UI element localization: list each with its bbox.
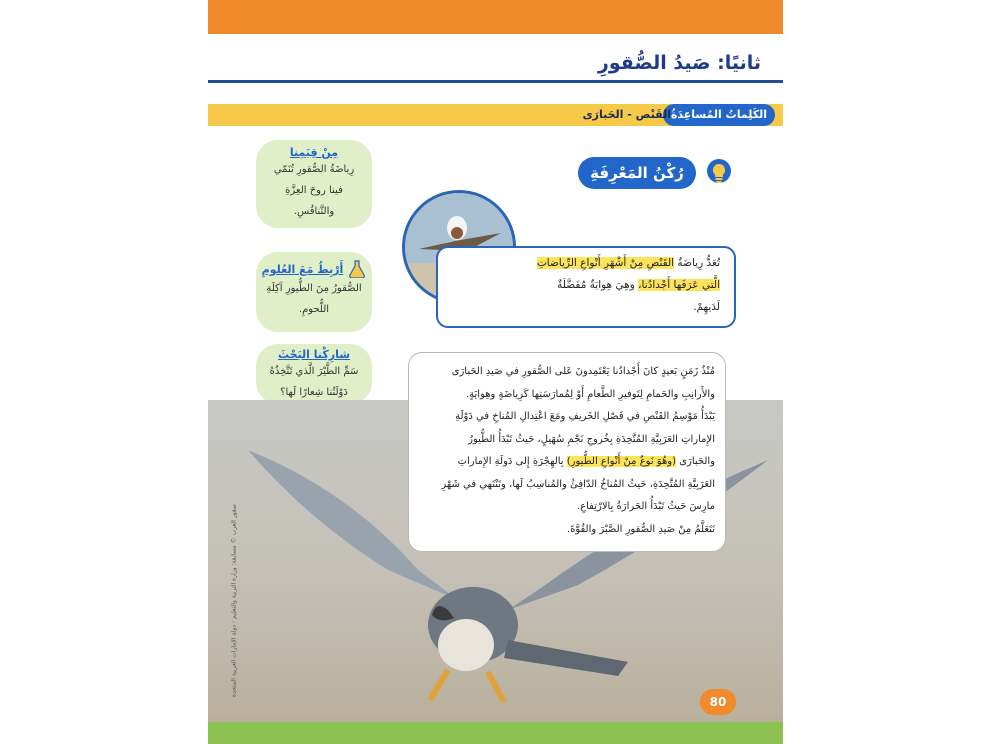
knowledge-corner-title: رُكْنُ المَعْرِفَةِ [578,157,696,189]
science-title: أَرْبِطُ مَعَ العُلومِ [261,263,344,276]
main-text-box [408,352,726,552]
main-text [415,361,715,541]
main-line-3: يَبْدَأُ مَوْسِمُ القَنْصِ في فَصْلِ الخَريفِ ومَعَ اعْتِدالِ المُناخِ في دَوْلَةِ [455,411,715,422]
page-number: 80 [700,689,736,715]
page-title: ثانيًا: صَيدُ الصُّقورِ [597,52,761,74]
values-title: مِنْ قِيَمِنا [289,146,339,159]
vocab-words: القَنْص - الحَبارَى [582,108,671,121]
research-text-2: دَوْلَتُنا شِعارًا لَها؟ [280,387,348,398]
main-line-5b: بِالهِجْرَةِ إِلى دَولَةِ الإِماراتِ [457,456,564,467]
values-text-3: والتَّنافُسِ. [293,206,335,217]
main-line-2: والأَرانِبِ والحَمامِ لِتَوفيرِ الطَّعامِ أَوْ لِمُمارَسَتِها كَرِياضَةٍ وهِوايَةٍ. [465,388,715,400]
intro-line3: لَدَيهِمْ. [693,301,720,313]
image-credit: صقور العرب © مسابقة: وزارة التربية والتعليم - دولة الإمارات العربية المتحدة [230,504,238,697]
main-line-5 [415,451,715,474]
intro-line2: وهِيَ هِوايَةٌ مُفَضَّلَةٌ [557,279,635,291]
flask-icon [348,260,366,278]
top-orange-band [208,0,783,34]
intro-highlight-1: القَنْصِ مِنْ أَشْهَرِ أَنْواعِ الرِّياضاتِ [536,257,675,269]
main-line-6: العَرَبِيَّةِ المُتَّحِدَةِ، حَيثُ المُناخُ الدّافِئُ والمُناسِبُ لَها، وتَنْتَهي في شَهْرِ [441,478,715,490]
main-line-5a: والحَبارَى [679,456,715,467]
textbook-page [208,0,783,744]
values-bubble [256,140,372,228]
values-text-1: رِياضَةُ الصُّقورِ تُنَمّي [273,164,355,175]
bottom-green-band [208,722,783,744]
main-line-7: مارِسَ حَيثُ تَبْدَأُ الحَرارَةُ بِالارْتِفاعِ. [576,501,715,512]
research-bubble [256,344,372,404]
values-text-2: فينا روحَ العِزَّةِ [285,185,343,196]
main-line-4: الإِماراتِ العَرَبِيَّةِ المُتَّحِدَةِ بِخُروجِ نَجْمِ سُهَيلٍ، حَيثُ تَبْدَأُ الطُّيورُ [468,433,715,445]
science-header [256,258,372,278]
intro-line1: تُعَدُّ رِياضَةُ [677,257,720,269]
main-line-8: نَتَعَلَّمُ مِنْ صَيدِ الصُّقورِ الصَّبْرَ والقُوَّةَ. [566,523,715,535]
intro-highlight-2: الَّتي عَرَفَها أَجْدادُنا، [638,279,720,291]
main-line-1: مُنْذُ زَمَنٍ بَعيدٍ كانَ أَجْدادُنا يَعْتَمِدونَ عَلى الصُّقورِ في صَيدِ الحَبارَى [451,366,715,377]
science-text-1: الصُّقورُ مِنَ الطُّيورِ آكِلَةِ [266,282,362,294]
intro-text [470,252,720,318]
main-line-5-highlight: (وهُوَ نَوعٌ مِنْ أَنْواعِ الطُّيورِ) [566,456,676,467]
science-bubble [256,252,372,332]
title-divider [208,80,783,83]
research-title: شارِكْنا البَحْثَ [277,348,351,361]
lightbulb-icon [706,158,732,190]
vocab-label: الكَلِماتُ المُساعِدَةُ [663,104,775,126]
research-text-1: سَمِّ الطَّيْرَ الَّذي تَتَّخِذُهُ [269,366,359,377]
science-text-2: اللُّحومِ. [298,303,330,315]
intro-box [436,246,736,328]
